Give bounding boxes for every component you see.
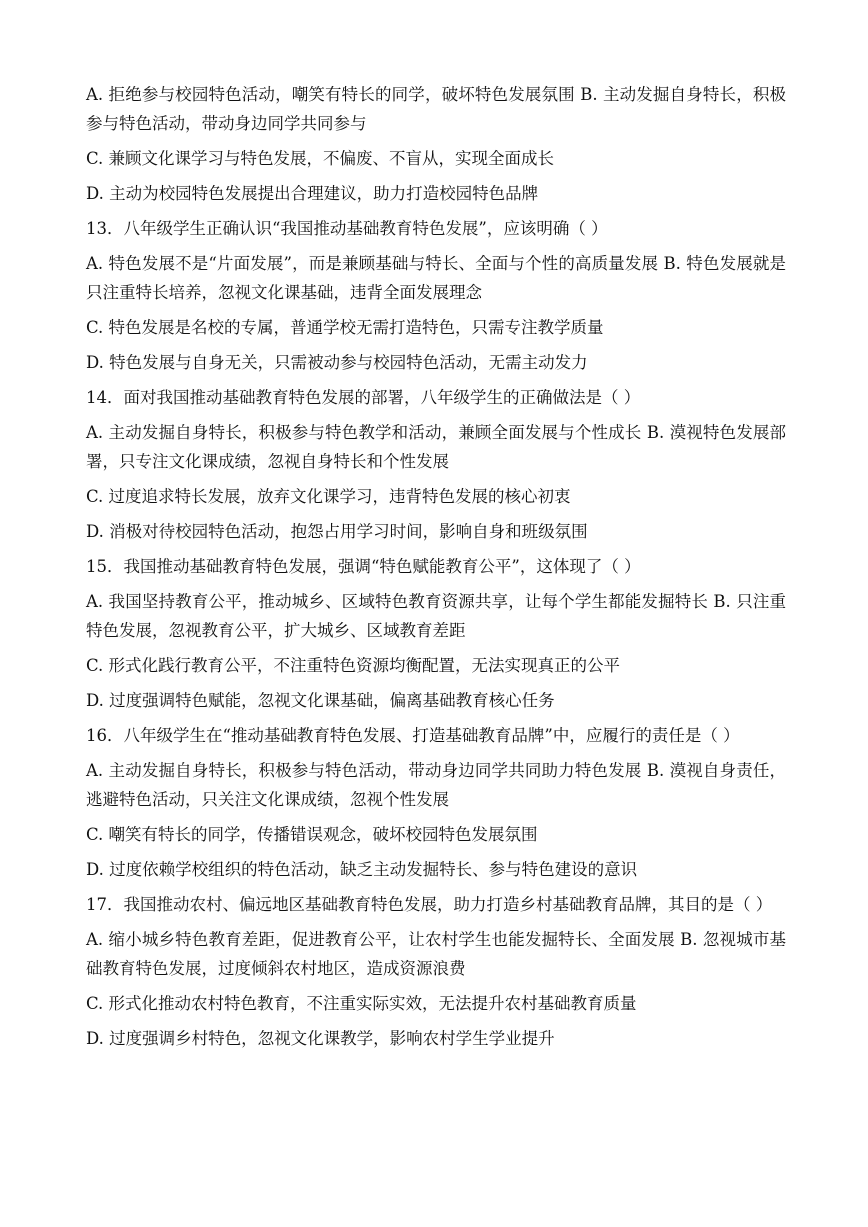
question-14: 14．面对我国推动基础教育特色发展的部署，八年级学生的正确做法是（ ） — [86, 388, 641, 407]
option-c-q17: C. 形式化推动农村特色教育，不注重实际实效，无法提升农村基础教育质量 — [86, 994, 637, 1013]
question-17: 17．我国推动农村、偏远地区基础教育特色发展，助力打造乡村基础教育品牌，其目的是（ ） — [86, 895, 773, 914]
option-c-q13: C. 特色发展是名校的专属，普通学校无需打造特色，只需专注教学质量 — [86, 318, 604, 337]
option-ab-q16: A. 主动发掘自身特长，积极参与特色活动，带动身边同学共同助力特色发展 B. 漠视自身责任，逃避特色活动，只关注文化课成绩，忽视个性发展 — [86, 761, 786, 809]
option-c-q15: C. 形式化践行教育公平，不注重特色资源均衡配置，无法实现真正的公平 — [86, 656, 621, 675]
option-d-q15: D. 过度强调特色赋能，忽视文化课基础，偏离基础教育核心任务 — [86, 691, 555, 710]
option-d-q14: D. 消极对待校园特色活动，抱怨占用学习时间，影响自身和班级氛围 — [86, 522, 588, 541]
question-15: 15．我国推动基础教育特色发展，强调“特色赋能教育公平”，这体现了（ ） — [86, 557, 641, 576]
option-c-q14: C. 过度追求特长发展，放弃文化课学习，违背特色发展的核心初衷 — [86, 487, 571, 506]
option-ab-q13: A. 特色发展不是“片面发展”，而是兼顾基础与特长、全面与个性的高质量发展 B. 特色发展就是只注重特长培养，忽视文化课基础，违背全面发展理念 — [86, 254, 786, 302]
option-ab-q15: A. 我国坚持教育公平，推动城乡、区域特色教育资源共享，让每个学生都能发掘特长 B. 只注重特色发展，忽视教育公平，扩大城乡、区域教育差距 — [86, 592, 786, 640]
option-ab-q14: A. 主动发掘自身特长，积极参与特色教学和活动，兼顾全面发展与个性成长 B. 漠视特色发展部署，只专注文化课成绩，忽视自身特长和个性发展 — [86, 423, 786, 471]
option-d-q16: D. 过度依赖学校组织的特色活动，缺乏主动发掘特长、参与特色建设的意识 — [86, 860, 638, 879]
option-d-q13: D. 特色发展与自身无关，只需被动参与校园特色活动，无需主动发力 — [86, 353, 588, 372]
option-d-q17: D. 过度强调乡村特色，忽视文化课教学，影响农村学生学业提升 — [86, 1029, 555, 1048]
option-d-q12: D. 主动为校园特色发展提出合理建议，助力打造校园特色品牌 — [86, 184, 539, 203]
option-c-q16: C. 嘲笑有特长的同学，传播错误观念，破坏校园特色发展氛围 — [86, 825, 538, 844]
option-a-q12: A. 拒绝参与校园特色活动，嘲笑有特长的同学，破坏特色发展氛围 B. 主动发掘自身特长，积极参与特色活动，带动身边同学共同参与 — [86, 85, 786, 133]
question-16: 16．八年级学生在“推动基础教育特色发展、打造基础教育品牌”中，应履行的责任是（ ） — [86, 726, 740, 745]
option-c-q12: C. 兼顾文化课学习与特色发展，不偏废、不盲从，实现全面成长 — [86, 149, 555, 168]
document-page — [86, 80, 786, 1059]
option-ab-q17: A. 缩小城乡特色教育差距，促进教育公平，让农村学生也能发掘特长、全面发展 B. 忽视城市基础教育特色发展，过度倾斜农村地区，造成资源浪费 — [86, 930, 786, 978]
question-13: 13．八年级学生正确认识“我国推动基础教育特色发展”，应该明确（ ） — [86, 219, 608, 238]
